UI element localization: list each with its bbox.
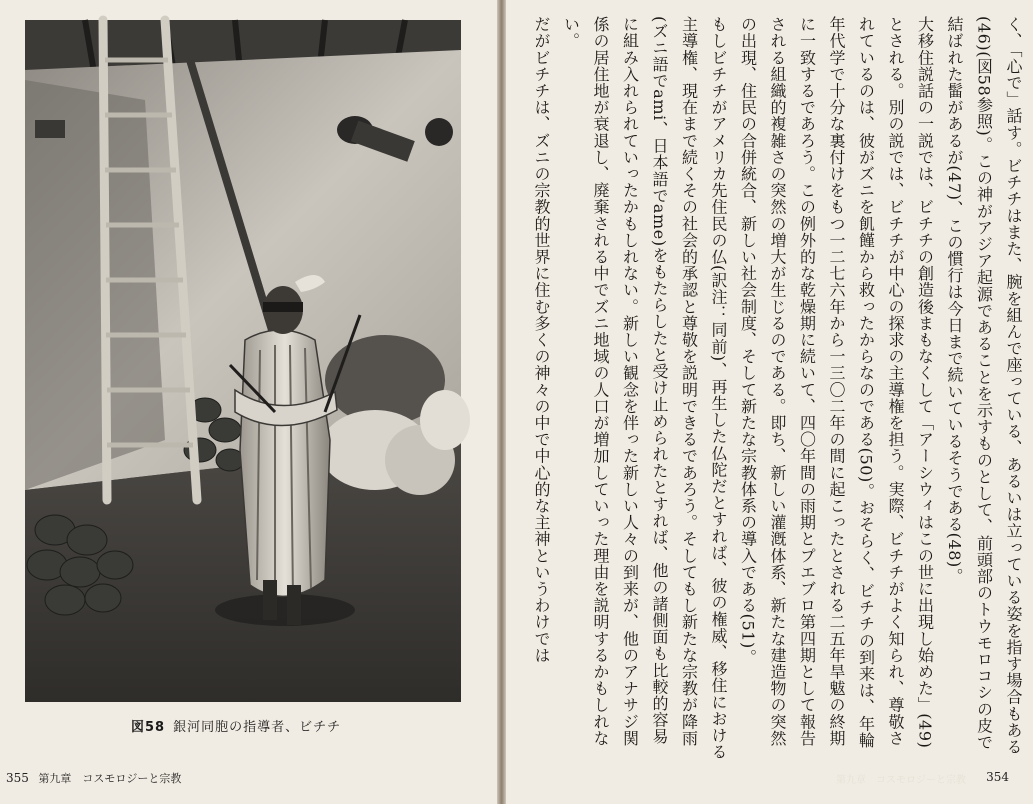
left-page-number: 355 bbox=[6, 771, 29, 785]
right-page-number: 354 bbox=[986, 770, 1009, 784]
left-running-header: 第九章 コスモロジーと宗教 bbox=[38, 772, 182, 785]
right-page bbox=[506, 0, 1033, 804]
book-gutter bbox=[497, 0, 506, 804]
figure-caption bbox=[131, 716, 391, 735]
left-footer bbox=[6, 770, 181, 786]
paragraph-2: 大移住説話の一説では、ビチチの創造後まもなくして「アーシウィはこの世に出現し始めた」(49)とされる。別の説では、ビチチが中心の探求の主導権を担う。実際、ビチチがよく知られ、尊敬されているのは、彼がズニを飢饉から救ったからなのである(50)。おそらく、ビチチの到来は、年輪年代学で十分な裏付けをもつ一二七六年から一三〇二年の間に起こったとされる二五年旱魃の終期に一致するであろう。この例外的な乾燥期に続いて、四〇年間の雨期とプエブロ第四期として報告される組織的複雑さの突然の増大が生じるのである。即ち、新しい灌漑体系、新たな建造物の突然の出現、住民の合併統合、新しい社会制度、そして新たな宗教体系の導入である(51)。 bbox=[738, 16, 935, 749]
left-page bbox=[0, 0, 497, 804]
paragraph-3: もしビチチがアメリカ先住民の仏(訳注：同前)、再生した仏陀だとすれば、彼の権威、移住における主導権、現在まで続くその社会的承認と尊敬を説明できるであろう。そしてもし新たな宗教が降雨(ズニ語でami、日本語でame)をもたらしたと受け止められたとすれば、他の諸側面も比較的容易に組み入れられていったかもしれない。新しい観念を伴った新しい人々の到来が、他のアナサジ関係の居住地が衰退し、廃棄される中でズニ地域の人口が増加していった理由を説明するかもしれない。 bbox=[561, 16, 728, 761]
caption-figure-number: 図58 bbox=[131, 720, 166, 735]
illustration-graphic bbox=[25, 20, 461, 702]
paragraph-4: だがビチチは、ズニの宗教的世界に住む多くの神々の中で中心的な主神というわけでは bbox=[532, 16, 551, 664]
show-through-header: 第九章 コスモロジーと宗教 bbox=[836, 775, 966, 786]
paragraph-1: く、「心で」話す。ビチチはまた、腕を組んで座っている、あるいは立っている姿を指す場合もある(46)(図58参照)。この神がアジア起源であることを示すものとして、前頭部のトウモロコシの皮で結ばれた髷があるが(47)、この慣行は今日まで続いているそうである(48)。 bbox=[945, 16, 1023, 755]
body-text bbox=[532, 16, 1028, 761]
figure-58-illustration bbox=[25, 20, 461, 702]
caption-text: 銀河同胞の指導者、ビチチ bbox=[173, 720, 342, 735]
